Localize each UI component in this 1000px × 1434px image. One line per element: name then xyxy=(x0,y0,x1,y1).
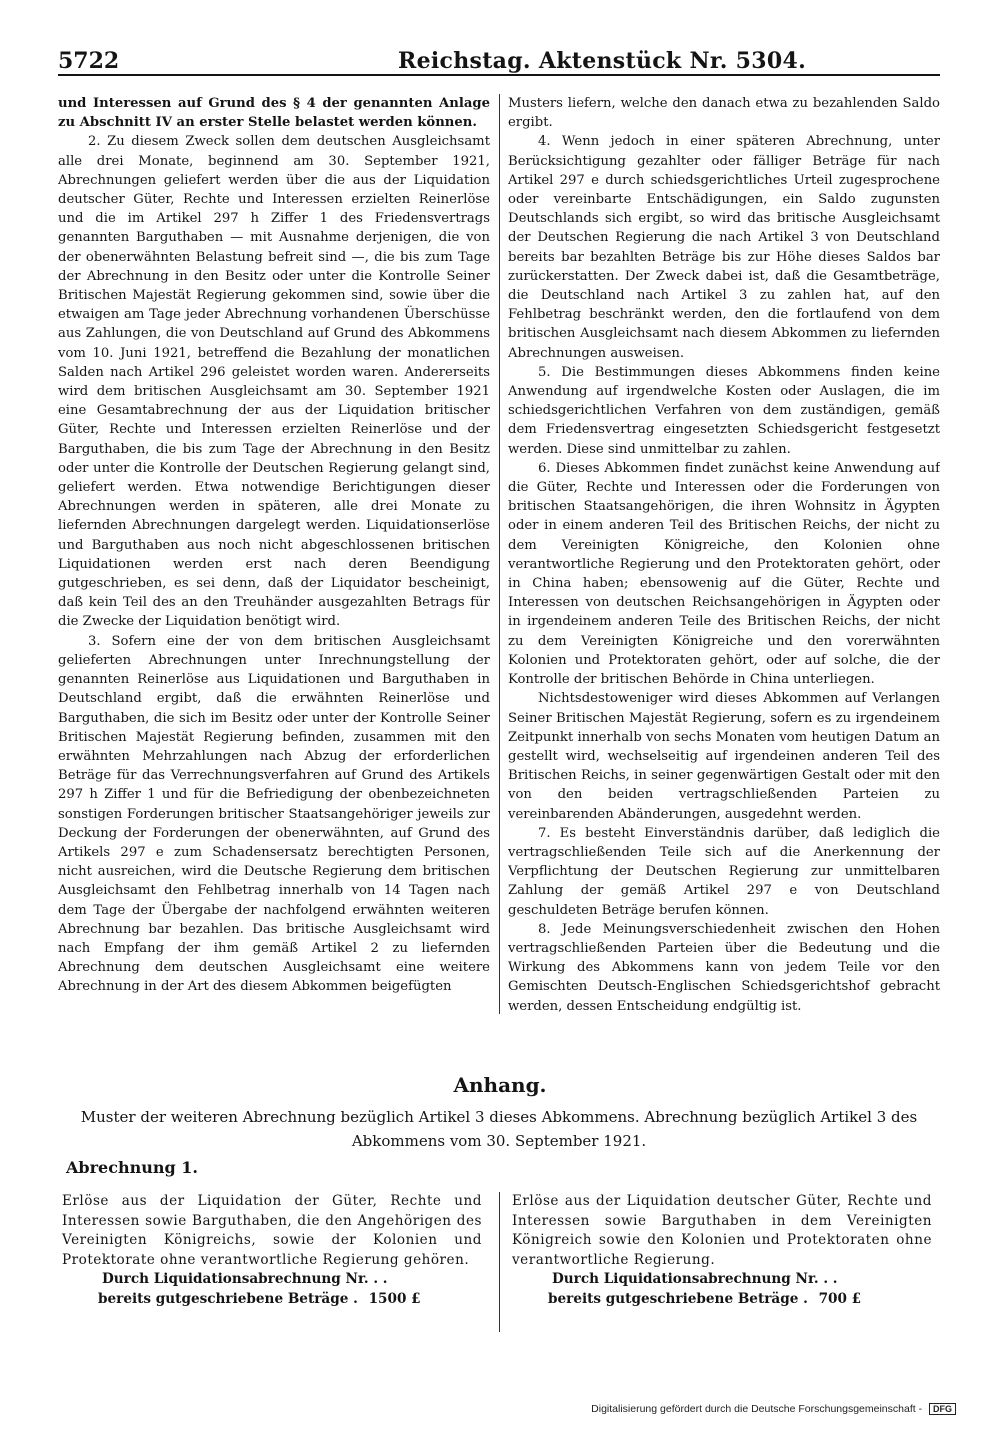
right-account-description: Erlöse aus der Liquidation deutscher Güter, Rechte und Interessen sowie Barguthaben in dem Vereinigten Königreich sowie den Kolonien und Protektoraten ohne verantwortliche Regierung. xyxy=(512,1193,932,1268)
right-account-line1: Durch Liquidationsabrechnung Nr. . . xyxy=(552,1271,838,1287)
header-rule xyxy=(58,74,940,76)
left-account-line2 xyxy=(62,1290,482,1310)
dfg-logo: DFG xyxy=(929,1403,956,1415)
paragraph-3: 3. Sofern eine der von dem britischen Ausgleichsamt gelieferten Abrechnungen unter Inrechnungstellung der genannten Reinerlöse aus Liquidationen und Barguthaben in Deutschland ergibt, daß die erwähnten Reinerlöse und Barguthaben, die sich im Besitz oder unter der Kontrolle Seiner Britischen Majestät Regierung befinden, zusammen mit den erwähnten Mehrzahlungen nach Abzug der erforderlichen Beträge für das Verrechnungsverfahren auf Grund des Artikels 297 h Ziffer 1 und für die Befriedigung der obenbezeichneten sonstigen Forderungen britischer Staatsangehöriger jeweils zur Deckung der Forderungen der obenerwähnten, auf Grund des Artikels 297 e zum Schadensersatz berechtigten Personen, nicht ausreichen, wird die Deutsche Regierung dem britischen Ausgleichsamt den Fehlbetrag innerhalb von 14 Tagen nach dem Tage der Übergabe der nachfolgend erwähnten weiteren Abrechnung bar bezahlen. Das britische Ausgleichsamt wird nach Empfang der ihm gemäß Artikel 2 zu liefernden Abrechnung dem deutschen Ausgleichsamt eine weitere Abrechnung in der Art des diesem Abkommen beigefügten xyxy=(58,633,490,995)
left-column xyxy=(58,94,490,1044)
left-account-description: Erlöse aus der Liquidation der Güter, Rechte und Interessen sowie Barguthaben, die den Angehörigen des Vereinigten Königreichs, sowie der Kolonien und Protektorate ohne verantwortliche Regierung gehören. xyxy=(62,1193,482,1268)
right-account-line2 xyxy=(512,1290,932,1310)
right-account xyxy=(512,1192,932,1309)
paragraph-8: 8. Jede Meinungsverschiedenheit zwischen den Hohen vertragschließenden Parteien über die Bedeutung und die Wirkung des Abkommens kann von jedem Teile vor den Gemischten Deutsch-Englischen Schiedsgerichtshof gebracht werden, dessen Entscheidung endgültig ist. xyxy=(508,921,940,1014)
account-divider xyxy=(499,1192,500,1332)
page-number: 5722 xyxy=(58,48,120,74)
left-account xyxy=(62,1192,482,1309)
digitization-credit xyxy=(591,1403,956,1415)
credit-text: Digitalisierung gefördert durch die Deutsche Forschungsgemeinschaft - xyxy=(591,1403,923,1415)
paragraph-2: 2. Zu diesem Zweck sollen dem deutschen Ausgleichsamt alle drei Monate, beginnend am 30. September 1921, Abrechnungen geliefert werden über die aus der Liquidation deutscher Güter, Rechte und Interessen erzielten Reinerlöse und die im Artikel 297 h Ziffer 1 des Friedensvertrags genannten Barguthaben — mit Ausnahme derjenigen, die von der obenerwähnten Belastung befreit sind —, die bis zum Tage der Abrechnung in den Besitz oder unter die Kontrolle Seiner Britischen Majestät Regierung gekommen sind, sowie über die etwaigen am Tage jeder Abrechnung vorhandenen Überschüsse aus Zahlungen, die von Deutschland auf Grund des Abkommens vom 10. Juni 1921, betreffend die Bezahlung der monatlichen Salden nach Artikel 296 geleistet worden waren. Andererseits wird dem britischen Ausgleichsamt am 30. September 1921 eine Gesamtabrechnung der aus der Liquidation britischer Güter, Rechte und Interessen erzielten Reinerlöse und der Barguthaben, die bis zum Tage der Abrechnung in den Besitz oder unter die Kontrolle der Deutschen Regierung gelangt sind, geliefert werden. Etwa notwendige Berichtigungen dieser Abrechnungen werden in späteren, alle drei Monate zu liefernden Abrechnungen dargelegt werden. Liquidationserlöse und Barguthaben aus noch nicht abgeschlossenen britischen Liquidationen werden erst nach deren Beendigung gutgeschrieben, es sei denn, daß der Liquidator bescheinigt, daß kein Teil des an den Treuhänder ausgezahlten Betrags für die Zwecke der Liquidation benötigt wird. xyxy=(58,134,490,630)
account-heading: Abrechnung 1. xyxy=(66,1158,198,1177)
paragraph-6-addendum: Nichtsdestoweniger wird dieses Abkommen auf Verlangen Seiner Britischen Majestät Regierung, sofern es zu irgendeinem Zeitpunkt innerhalb von sechs Monaten vom heutigen Datum an gestellt wird, wechselseitig auf irgendeinen anderen Teil des Britischen Reichs, in seiner gegenwärtigen Gestalt oder mit den von den beiden vertragschließenden Parteien zu vereinbarenden Abänderungen, ausgedehnt werden. xyxy=(508,691,940,822)
appendix-title: Anhang. xyxy=(453,1073,547,1097)
right-column xyxy=(508,94,940,1044)
paragraph-6: 6. Dieses Abkommen findet zunächst keine Anwendung auf die Güter, Rechte und Interessen oder die Forderungen von britischen Staatsangehörigen, die ihren Wohnsitz in Ägypten oder in einem anderen Teil des Britischen Reichs, der nicht zu dem Vereinigten Königreiche, den Kolonien ohne verantwortliche Regierung und den Protektoraten gehört, oder in China haben; ebensowenig auf die Güter, Rechte und Interessen von deutschen Reichsangehörigen in Ägypten oder in irgendeinem anderen Teile des Britischen Reichs, der nicht zu dem Vereinigten Königreiche und den vorerwähnten Kolonien und Protektoraten gehört, oder auf solche, die der Kontrolle der britischen Behörde in China unterliegen. xyxy=(508,460,940,688)
appendix-subtitle: Muster der weiteren Abrechnung bezüglich Artikel 3 dieses Abkommens. Abrechnung bezüglich Artikel 3 des Abkommens vom 30. September 1921. xyxy=(80,1108,918,1150)
paragraph-5: 5. Die Bestimmungen dieses Abkommens finden keine Anwendung auf irgendwelche Kosten oder Auslagen, die im schiedsgerichtlichen Verfahren von dem zuständigen, gemäß dem Friedensvertrag eingesetzten Schiedsgericht festgesetzt werden. Diese sind unmittelbar zu zahlen. xyxy=(508,364,940,457)
right-account-label: bereits gutgeschriebene Beträge . xyxy=(548,1290,808,1307)
left-account-line1: Durch Liquidationsabrechnung Nr. . . xyxy=(102,1271,388,1287)
paragraph-continuation: und Interessen auf Grund des § 4 der genannten Anlage zu Abschnitt IV an erster Stelle belastet werden können. xyxy=(58,96,490,131)
paragraph-7: 7. Es besteht Einverständnis darüber, daß lediglich die vertragschließenden Teile sich auf die Anerkennung der Verpflichtung der Deutschen Regierung zur unmittelbaren Zahlung der gemäß Artikel 297 e von Deutschland geschuldeten Beträge berufen können. xyxy=(508,825,940,918)
paragraph-3-continuation: Musters liefern, welche den danach etwa zu bezahlenden Saldo ergibt. xyxy=(508,96,940,131)
left-account-amount: 1500 £ xyxy=(368,1290,421,1307)
running-title: Reichstag. Aktenstück Nr. 5304. xyxy=(398,48,807,74)
column-divider xyxy=(499,94,500,1014)
left-account-label: bereits gutgeschriebene Beträge . xyxy=(98,1290,358,1307)
right-account-amount: 700 £ xyxy=(818,1290,862,1307)
paragraph-4: 4. Wenn jedoch in einer späteren Abrechnung, unter Berücksichtigung gezahlter oder fälliger Beträge für nach Artikel 297 e durch schiedsgerichtliches Urteil zugesprochene oder vereinbarte Entschädigungen, ein Saldo zugunsten Deutschlands sich ergibt, so wird das britische Ausgleichsamt der Deutschen Regierung die nach Artikel 3 von Deutschland bereits bar bezahlten Beträge bis zur Höhe dieses Saldos bar zurückerstatten. Der Zweck dabei ist, daß die Gesamtbeträge, die Deutschland nach Artikel 3 zu zahlen hat, auf den Fehlbetrag beschränkt werden, den die fortlaufend von dem britischen Ausgleichsamt nach diesem Abkommen zu liefernden Abrechnungen ausweisen. xyxy=(508,134,940,361)
page-header xyxy=(58,44,940,78)
